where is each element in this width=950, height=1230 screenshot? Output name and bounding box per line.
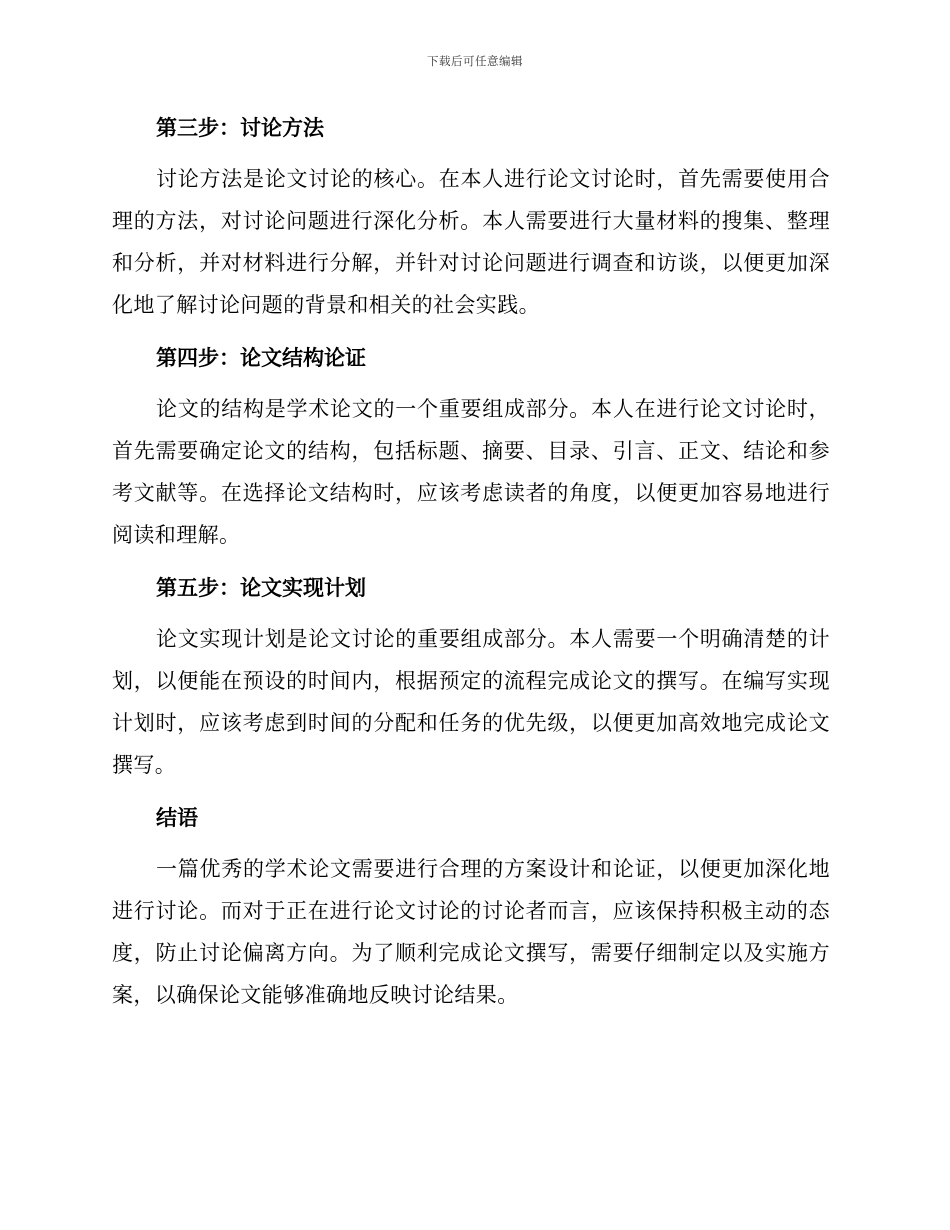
section-heading-step4: 第四步：论文结构论证 — [156, 345, 366, 370]
section-paragraph-step3: 讨论方法是论文讨论的核心。在本人进行论文讨论时，首先需要使用合理的方法，对讨论问题进行深化分析。本人需要进行大量材料的搜集、整理和分析，并对材料进行分解，并针对讨论问题进行调查和访谈，以便更加深化地了解讨论问题的背景和相关的社会实践。 — [112, 167, 830, 317]
section-heading-conclusion: 结语 — [156, 805, 198, 830]
page-header: 下载后可任意编辑 — [427, 54, 523, 68]
section-heading-step3: 第三步：讨论方法 — [156, 115, 324, 140]
section-paragraph-step4: 论文的结构是学术论文的一个重要组成部分。本人在进行论文讨论时，首先需要确定论文的结构，包括标题、摘要、目录、引言、正文、结论和参考文献等。在选择论文结构时，应该考虑读者的角度，以便更加容易地进行阅读和理解。 — [112, 397, 830, 547]
section-heading-step5: 第五步：论文实现计划 — [156, 575, 366, 600]
document-body — [112, 108, 830, 1028]
section-paragraph-conclusion: 一篇优秀的学术论文需要进行合理的方案设计和论证，以便更加深化地进行讨论。而对于正在进行论文讨论的讨论者而言，应该保持积极主动的态度，防止讨论偏离方向。为了顺利完成论文撰写，需要仔细制定以及实施方案，以确保论文能够准确地反映讨论结果。 — [112, 857, 830, 1007]
section-paragraph-step5: 论文实现计划是论文讨论的重要组成部分。本人需要一个明确清楚的计划，以便能在预设的时间内，根据预定的流程完成论文的撰写。在编写实现计划时，应该考虑到时间的分配和任务的优先级，以便更加高效地完成论文撰写。 — [112, 627, 830, 777]
